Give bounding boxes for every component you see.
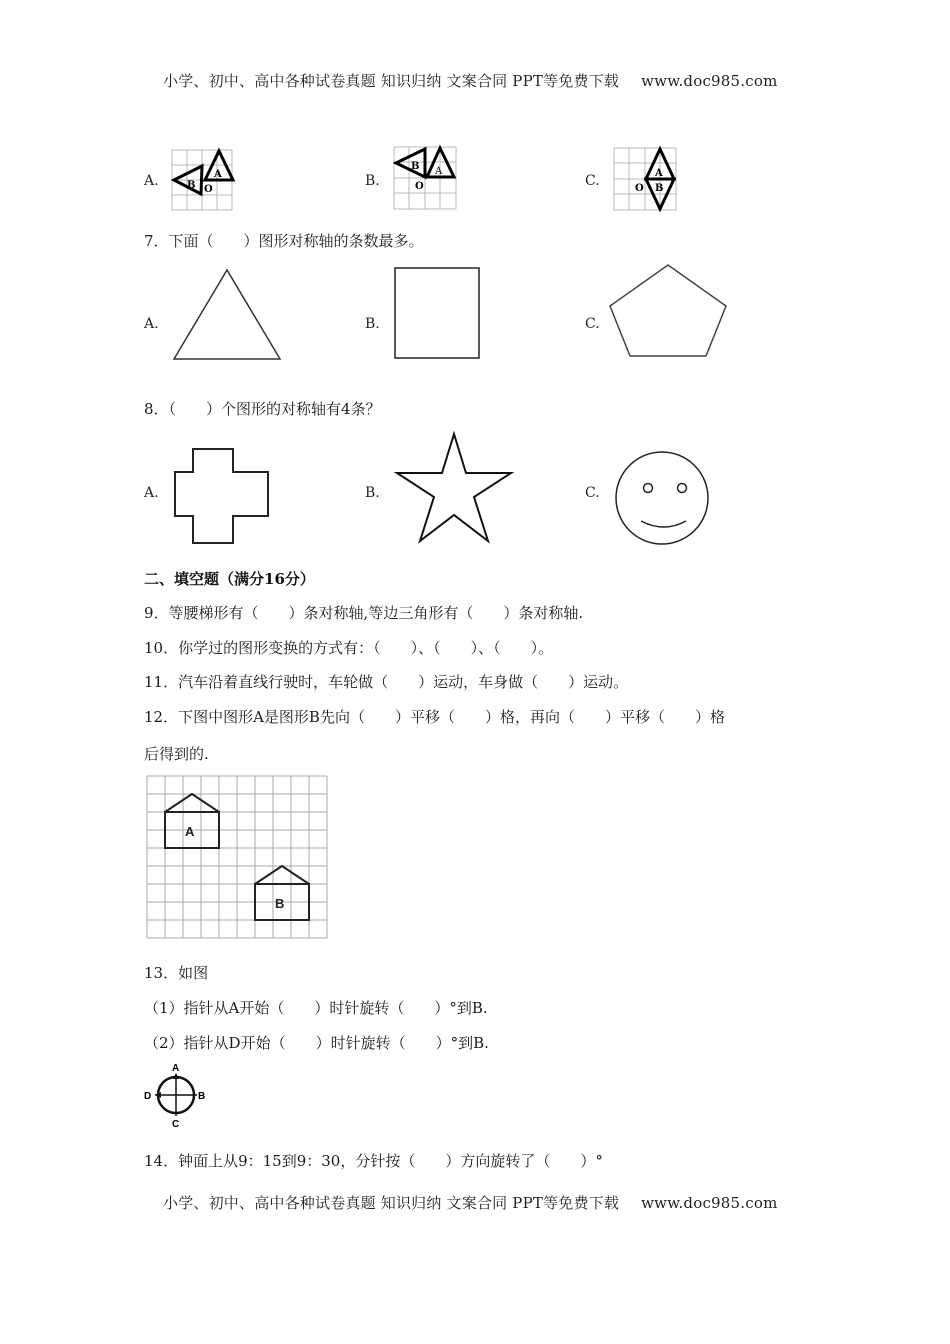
svg-text:A: A <box>655 168 663 179</box>
svg-text:A: A <box>214 169 222 180</box>
svg-text:B: B <box>655 183 664 194</box>
dial-label-d: D <box>144 1091 152 1102</box>
q7-option-b-label: B. <box>365 316 380 332</box>
question-10: 10．你学过的图形变换的方式有：（ ）、（ ）、（ ）。 <box>144 639 554 657</box>
svg-text:O: O <box>415 181 424 192</box>
q6-option-a-label: A. <box>144 173 159 189</box>
q7-pentagon-figure <box>608 262 730 362</box>
q7-option-a-label: A. <box>144 316 159 332</box>
dial-label-a: A <box>172 1063 180 1074</box>
q13-dial-figure <box>142 1060 212 1130</box>
svg-text:O: O <box>635 183 644 194</box>
question-12-line1: 12．下图中图形A是图形B先向（ ）平移（ ）格，再向（ ）平移（ ）格 <box>144 708 725 726</box>
q8-option-a-label: A. <box>144 485 159 501</box>
q6-option-b-label: B. <box>365 173 380 189</box>
question-13-title: 13．如图 <box>144 964 209 982</box>
q6-option-c-figure <box>612 146 678 212</box>
q6-option-a-figure <box>170 148 236 212</box>
q8-option-c-label: C. <box>585 485 600 501</box>
q6-option-c-label: C. <box>585 173 600 189</box>
page-header <box>163 70 778 91</box>
header-url[interactable]: www.doc985.com <box>641 72 778 90</box>
shape-a-label: A <box>185 824 195 839</box>
q8-cross-figure <box>172 446 274 546</box>
q8-option-b-label: B. <box>365 485 380 501</box>
question-13-sub2: （2）指针从D开始（ ）时针旋转（ ）°到B. <box>144 1034 489 1052</box>
q7-triangle-figure <box>170 266 286 362</box>
q6-option-b-figure <box>392 145 458 211</box>
question-11: 11．汽车沿着直线行驶时，车轮做（ ）运动，车身做（ ）运动。 <box>144 673 629 691</box>
question-7: 7．下面（ ）图形对称轴的条数最多。 <box>144 232 424 250</box>
question-9: 9．等腰梯形有（ ）条对称轴,等边三角形有（ ）条对称轴. <box>144 604 584 622</box>
q8-star-figure <box>394 431 516 547</box>
page-footer <box>163 1192 778 1213</box>
svg-text:O: O <box>204 184 213 195</box>
question-13-sub1: （1）指针从A开始（ ）时针旋转（ ）°到B. <box>144 999 488 1017</box>
svg-text:A: A <box>435 166 443 177</box>
header-text: 小学、初中、高中各种试卷真题 知识归纳 文案合同 PPT等免费下载 <box>163 72 620 90</box>
svg-text:B: B <box>411 161 420 172</box>
section-2-title: 二、填空题（满分16分） <box>144 570 315 588</box>
q7-rectangle-figure <box>392 265 484 361</box>
question-8: 8．（ ）个图形的对称轴有4条？ <box>144 400 381 418</box>
svg-text:B: B <box>187 180 196 191</box>
footer-text: 小学、初中、高中各种试卷真题 知识归纳 文案合同 PPT等免费下载 <box>163 1194 620 1212</box>
dial-label-c: C <box>172 1119 180 1130</box>
footer-url[interactable]: www.doc985.com <box>641 1194 778 1212</box>
q12-grid-figure <box>146 775 330 941</box>
shape-b-label: B <box>275 896 285 911</box>
q7-option-c-label: C. <box>585 316 600 332</box>
q8-smiley-figure <box>614 450 714 550</box>
dial-label-b: B <box>198 1091 206 1102</box>
question-12-line2: 后得到的. <box>144 745 209 763</box>
question-14: 14．钟面上从9：15到9：30，分针按（ ）方向旋转了（ ）° <box>144 1152 603 1170</box>
